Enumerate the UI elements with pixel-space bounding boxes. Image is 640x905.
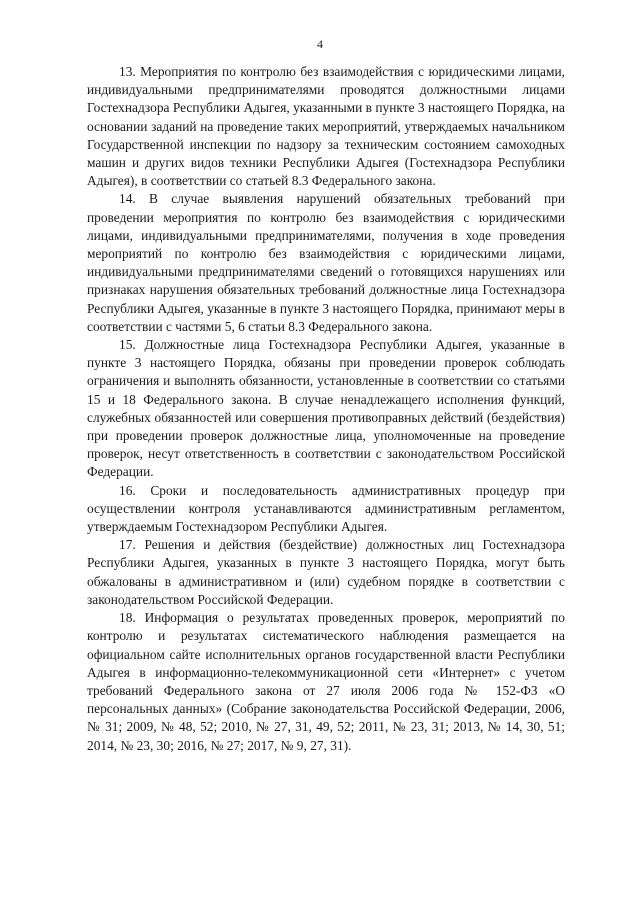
document-body <box>87 63 565 755</box>
page-number: 4 <box>317 37 323 51</box>
paragraph-13: 13. Мероприятия по контролю без взаимодействия с юридическими лицами, индивидуальными предпринимателями проводятся должностными лицами Гостехнадзора Республики Адыгея, указанными в пункте 3 настоящего Порядка, на основании заданий на проведение таких мероприятий, утверждаемых начальником Государственной инспекции по надзору за техническим состоянием самоходных машин и других видов техники Республики Адыгея (Гостехнадзора Республики Адыгея), в соответствии со статьей 8.3 Федерального закона. <box>87 64 565 189</box>
paragraph-14: 14. В случае выявления нарушений обязательных требований при проведении мероприятия по контролю без взаимодействия с юридическими лицами, индивидуальными предпринимателями, получения в ходе проведения мероприятий по контролю без взаимодействия с юридическими лицами, индивидуальными предпринимателями сведений о готовящихся нарушениях или признаках нарушения обязательных требований должностные лица Гостехнадзора Республики Адыгея, указанные в пункте 3 настоящего Порядка, принимают меры в соответствии с частями 5, 6 статьи 8.3 Федерального закона. <box>87 191 565 334</box>
paragraph-18: 18. Информация о результатах проведенных проверок, мероприятий по контролю и результатах систематического наблюдения размещается на официальном сайте исполнительных органов государственной власти Республики Адыгея в информационно-телекоммуникационной сети «Интернет» с учетом требований Федерального закона от 27 июля 2006 года № 152-ФЗ «О персональных данных» (Собрание законодательства Российской Федерации, 2006, № 31; 2009, № 48, 52; 2010, № 27, 31, 49, 52; 2011, № 23, 31; 2013, № 14, 30, 51; 2014, № 23, 30; 2016, № 27; 2017, № 9, 27, 31). <box>87 610 565 753</box>
paragraph-15: 15. Должностные лица Гостехнадзора Республики Адыгея, указанные в пункте 3 настоящего Порядка, обязаны при проведении проверок соблюдать ограничения и выполнять обязанности, установленные в соответствии со статьями 15 и 18 Федерального закона. В случае ненадлежащего исполнения функций, служебных обязанностей или совершения противоправных действий (бездействия) при проведении проверок должностные лица, уполномоченные на проведение проверок, несут ответственность в соответствии с законодательством Российской Федерации. <box>87 337 565 480</box>
paragraph-17: 17. Решения и действия (бездействие) должностных лиц Гостехнадзора Республики Адыгея, указанных в пункте 3 настоящего Порядка, могут быть обжалованы в административном и (или) судебном порядке в соответствии с законодательством Российской Федерации. <box>87 537 565 607</box>
paragraph-16: 16. Сроки и последовательность административных процедур при осуществлении контроля устанавливаются административным регламентом, утверждаемым Гостехнадзором Республики Адыгея. <box>87 482 565 535</box>
